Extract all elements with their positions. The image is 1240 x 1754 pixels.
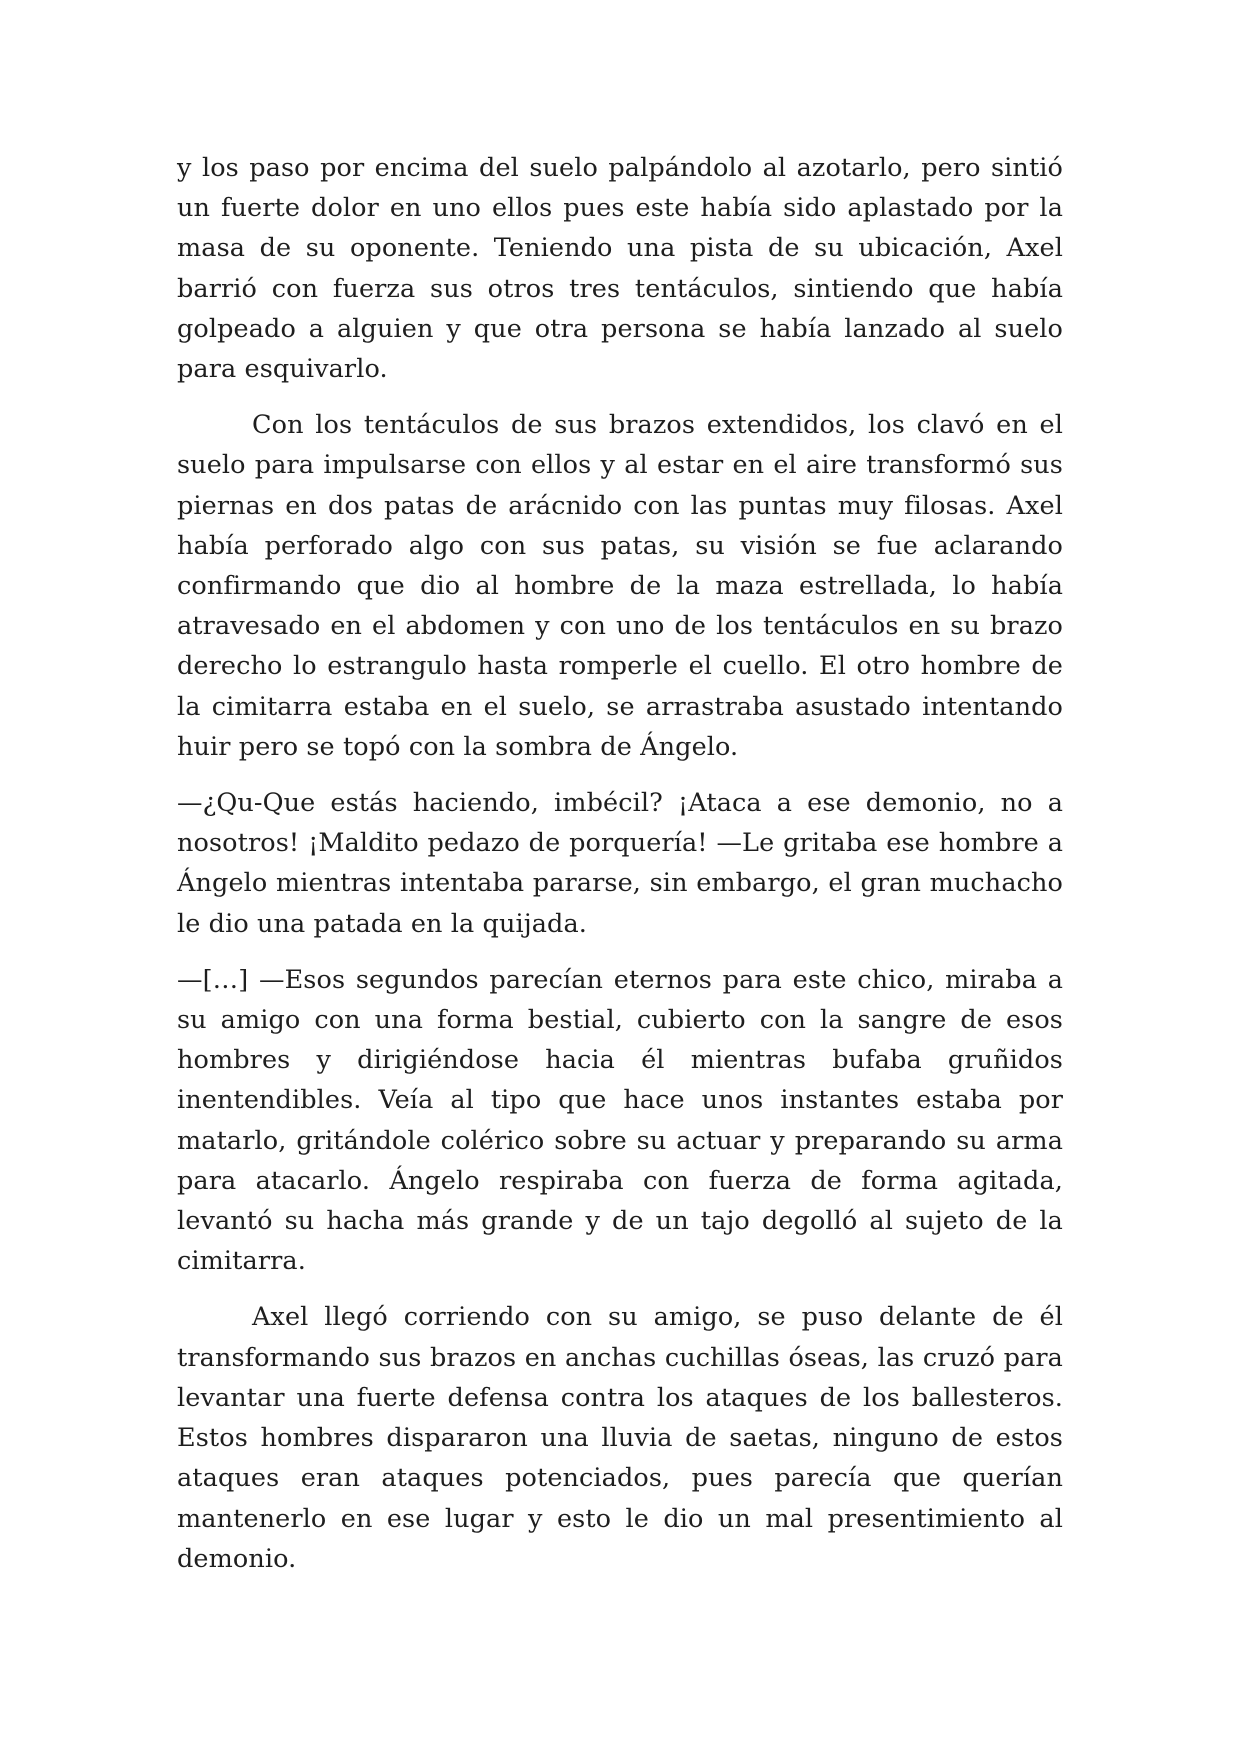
paragraph-2: Con los tentáculos de sus brazos extendidos, los clavó en el suelo para impulsarse con ellos y al estar en el aire transformó sus piernas en dos patas de arácnido con las puntas muy filosas. Axel había perforado algo con sus patas, su visión se fue aclarando confirmando que dio al hombre de la maza estrellada, lo había atravesado en el abdomen y con uno de los tentáculos en su brazo derecho lo estrangulo hasta romperle el cuello. El otro hombre de la cimitarra estaba en el suelo, se arrastraba asustado intentando huir pero se topó con la sombra de Ángelo. [177,410,1063,762]
paragraph-3: —¿Qu-Que estás haciendo, imbécil? ¡Ataca a ese demonio, no a nosotros! ¡Maldito pedazo de porquería! —Le gritaba ese hombre a Ángelo mientras intentaba pararse, sin embargo, el gran muchacho le dio una patada en la quijada. [177,788,1063,939]
paragraph-5: Axel llegó corriendo con su amigo, se puso delante de él transformando sus brazos en anchas cuchillas óseas, las cruzó para levantar una fuerte defensa contra los ataques de los ballesteros. Estos hombres dispararon una lluvia de saetas, ninguno de estos ataques eran ataques potenciados, pues parecía que querían mantenerlo en ese lugar y esto le dio un mal presentimiento al demonio. [177,1302,1063,1574]
paragraph-4: —[…] —Esos segundos parecían eternos para este chico, miraba a su amigo con una forma bestial, cubierto con la sangre de esos hombres y dirigiéndose hacia él mientras bufaba gruñidos inentendibles. Veía al tipo que hace unos instantes estaba por matarlo, gritándole colérico sobre su actuar y preparando su arma para atacarlo. Ángelo respiraba con fuerza de forma agitada, levantó su hacha más grande y de un tajo degolló al sujeto de la cimitarra. [177,964,1063,1277]
document-page [177,148,1063,1595]
paragraph-1: y los paso por encima del suelo palpándolo al azotarlo, pero sintió un fuerte dolor en uno ellos pues este había sido aplastado por la masa de su oponente. Teniendo una pista de su ubicación, Axel barrió con fuerza sus otros tres tentáculos, sintiendo que había golpeado a alguien y que otra persona se había lanzado al suelo para esquivarlo. [177,153,1063,385]
